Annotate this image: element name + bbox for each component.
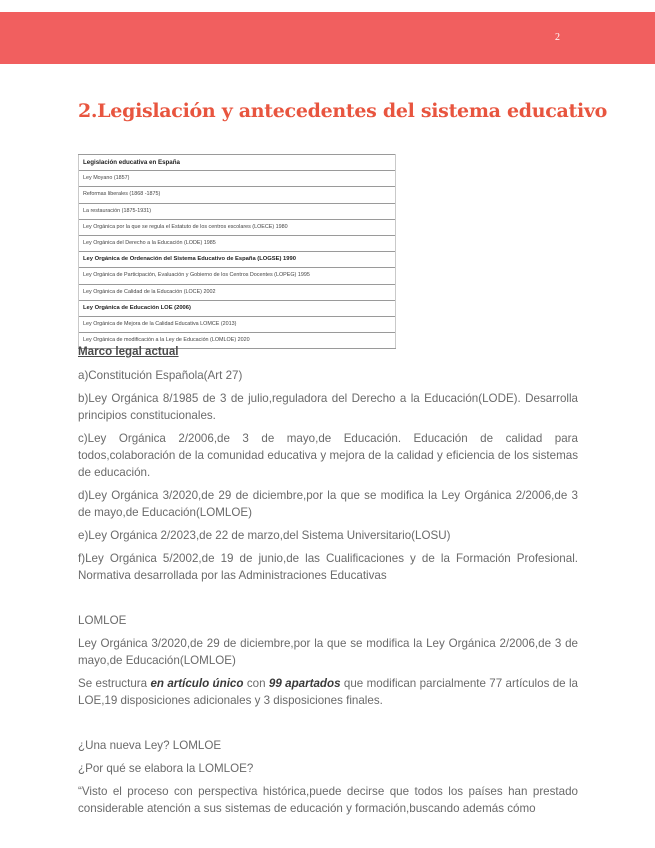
- structure-em1: en artículo único: [150, 677, 244, 690]
- marco-item-f: f)Ley Orgánica 5/2002,de 19 de junio,de las Cualificaciones y de la Formación Profesional. Normativa desarrollada por las Administraciones Educativas: [78, 552, 578, 582]
- section-title: 2.Legislación y antecedentes del sistema educativo: [78, 100, 608, 122]
- table-row: [79, 284, 396, 300]
- lomloe-heading: LOMLOE: [78, 614, 127, 627]
- marco-legal-heading: Marco legal actual: [78, 345, 179, 358]
- marco-item-b: b)Ley Orgánica 8/1985 de 3 de julio,reguladora del Derecho a la Educación(LODE). Desarrolla principios constitucionales.: [78, 392, 578, 422]
- table-cell: Ley Orgánica de modificación a la Ley de Educación (LOMLOE) 2020: [79, 333, 396, 349]
- legislation-table: [78, 154, 396, 349]
- table-row: [79, 316, 396, 332]
- table-cell: La restauración (1875-1931): [79, 203, 396, 219]
- table-row: [79, 252, 396, 268]
- table-row: [79, 203, 396, 219]
- table-cell: Ley Orgánica de Educación LOE (2006): [79, 300, 396, 316]
- table-cell: Ley Orgánica de Ordenación del Sistema Educativo de España (LOGSE) 1990: [79, 252, 396, 268]
- lomloe-structure: [78, 675, 578, 709]
- table-row: [79, 300, 396, 316]
- page-number: 2: [555, 32, 560, 43]
- structure-suffix: que modifican parcialmente 77 artículos de la LOE,19 disposiciones adicionales y 3 disposiciones finales.: [78, 677, 578, 707]
- table-cell: Reformas liberales (1868 -1875): [79, 187, 396, 203]
- question-por-que: ¿Por qué se elabora la LOMLOE?: [78, 762, 254, 775]
- marco-item-e: e)Ley Orgánica 2/2023,de 22 de marzo,del Sistema Universitario(LOSU): [78, 529, 451, 542]
- table-cell: Ley Orgánica del Derecho a la Educación (LODE) 1985: [79, 235, 396, 251]
- structure-prefix: Se estructura: [78, 677, 151, 690]
- table-row: [79, 187, 396, 203]
- table-row: [79, 235, 396, 251]
- main-content: [78, 343, 578, 823]
- marco-item-c: c)Ley Orgánica 2/2006,de 3 de mayo,de Educación. Educación de calidad para todos,colaboración de la comunidad educativa y mejora de la calidad y eficiencia de los sistemas de educación.: [78, 432, 578, 479]
- table-row: [79, 155, 396, 171]
- table-cell: Ley Orgánica de Participación, Evaluación y Gobierno de los Centros Docentes (LOPEG) 1995: [79, 268, 396, 284]
- table-cell: Legislación educativa en España: [79, 155, 396, 171]
- lomloe-intro: Ley Orgánica 3/2020,de 29 de diciembre,por la que se modifica la Ley Orgánica 2/2006,de 3 de mayo,de Educación(LOMLOE): [78, 637, 578, 667]
- table-cell: Ley Moyano (1857): [79, 171, 396, 187]
- table-cell: Ley Orgánica por la que se regula el Estatuto de los centros escolares (LOECE) 1980: [79, 219, 396, 235]
- marco-item-d: d)Ley Orgánica 3/2020,de 29 de diciembre,por la que se modifica la Ley Orgánica 2/2006,de 3 de mayo,de Educación(LOMLOE): [78, 489, 578, 519]
- structure-mid: con: [243, 677, 269, 690]
- quote-text: “Visto el proceso con perspectiva histórica,puede decirse que todos los países han prestado considerable atención a sus sistemas de educación y formación,buscando además cómo: [78, 785, 578, 815]
- table-cell: Ley Orgánica de Calidad de la Educación (LOCE) 2002: [79, 284, 396, 300]
- structure-em2: 99 apartados: [268, 677, 341, 690]
- table-cell: Ley Orgánica de Mejora de la Calidad Educativa LOMCE (2013): [79, 316, 396, 332]
- table-row: [79, 171, 396, 187]
- marco-item-a: a)Constitución Española(Art 27): [78, 369, 243, 382]
- table-row: [79, 219, 396, 235]
- table-row: [79, 268, 396, 284]
- question-nueva-ley: ¿Una nueva Ley? LOMLOE: [78, 739, 222, 752]
